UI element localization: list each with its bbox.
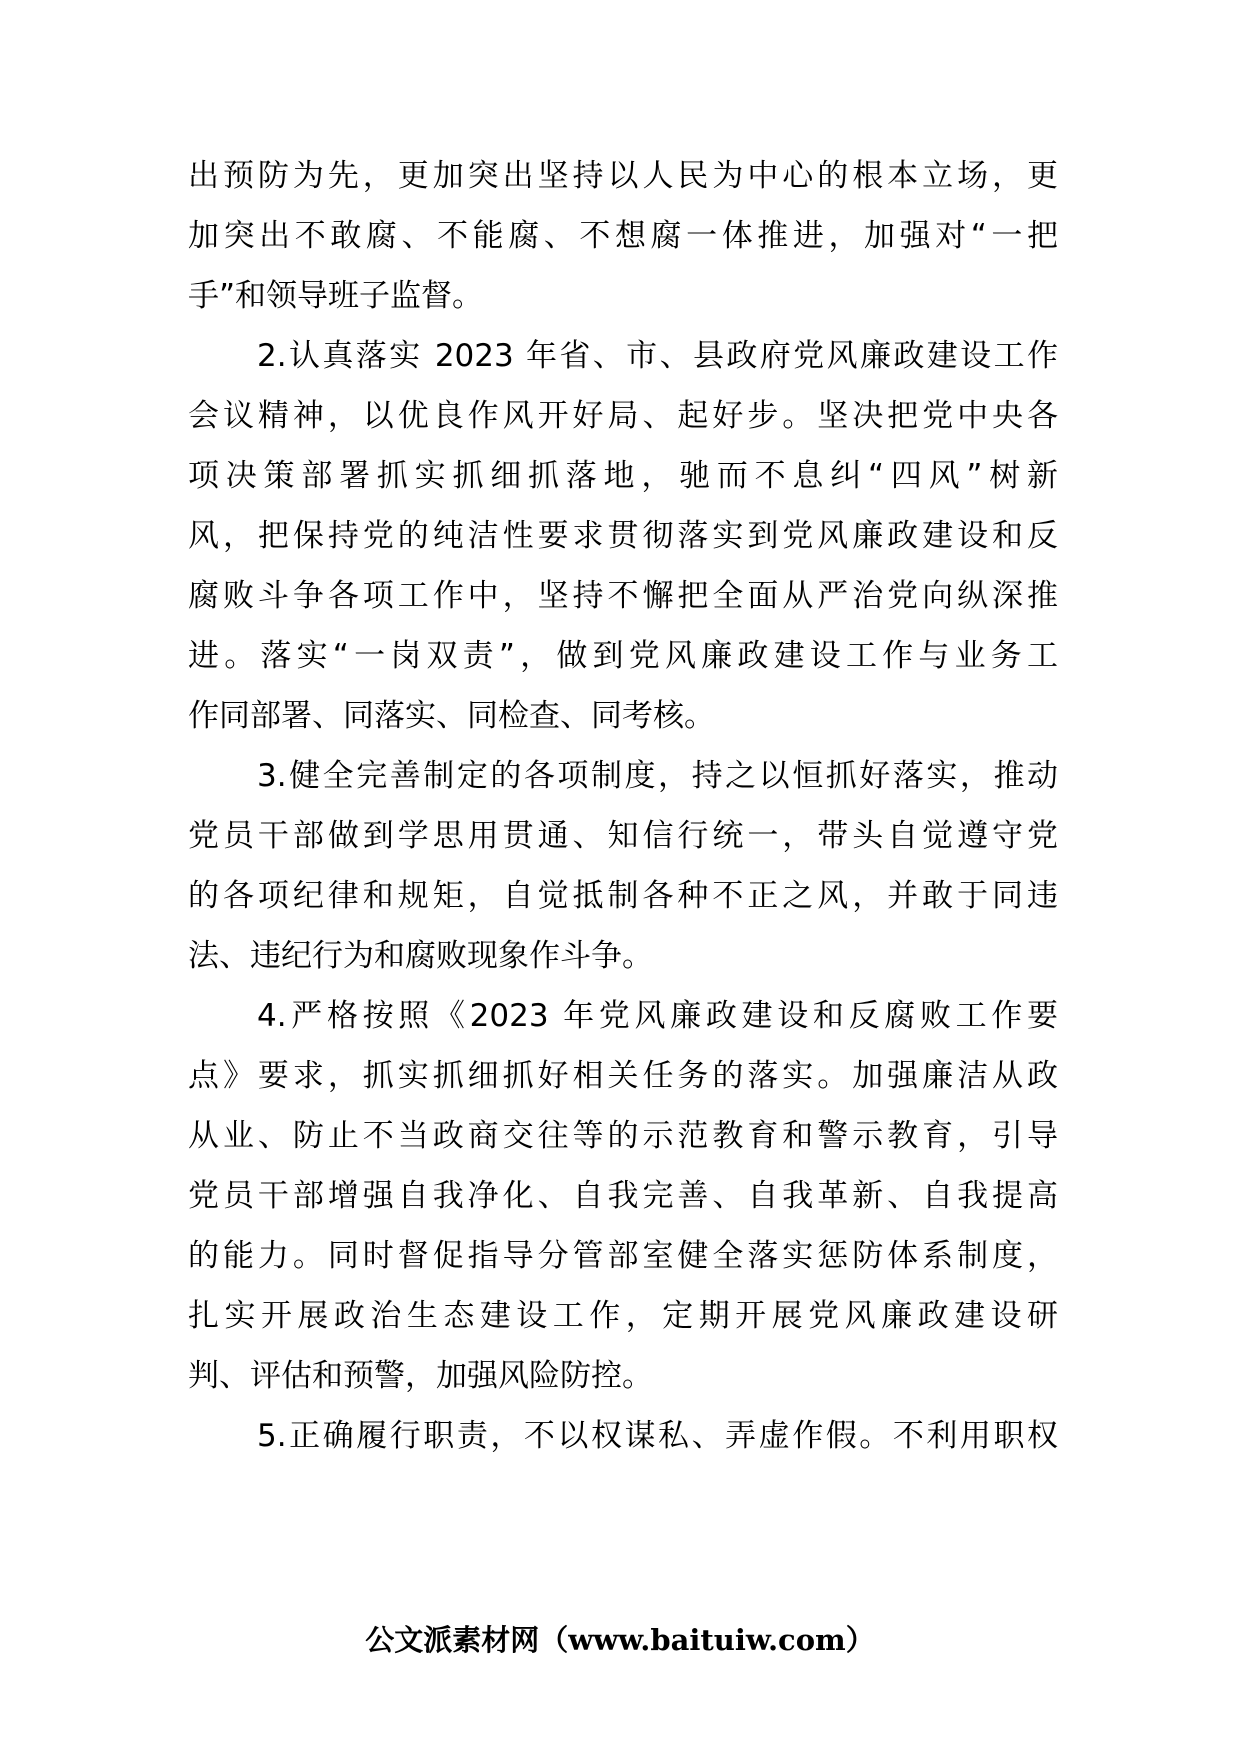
text-line: 腐败斗争各项工作中，坚持不懈把全面从严治党向纵深推 [188, 578, 1058, 614]
text-line: 作同部署、同落实、同检查、同考核。 [188, 698, 715, 734]
text-line: 的能力。同时督促指导分管部室健全落实惩防体系制度， [188, 1238, 1058, 1274]
text-line: 加突出不敢腐、不能腐、不想腐一体推进，加强对“一把 [188, 218, 1058, 254]
text-line: 会议精神，以优良作风开好局、起好步。坚决把党中央各 [188, 398, 1058, 434]
text-line: 点》要求，抓实抓细抓好相关任务的落实。加强廉洁从政 [188, 1058, 1058, 1094]
text-line: 从业、防止不当政商交往等的示范教育和警示教育，引导 [188, 1118, 1058, 1154]
text-line: 3.健全完善制定的各项制度，持之以恒抓好落实，推动 [257, 758, 1058, 794]
text-line: 2.认真落实 2023 年省、市、县政府党风廉政建设工作 [257, 338, 1058, 374]
text-line: 党员干部增强自我净化、自我完善、自我革新、自我提高 [188, 1178, 1058, 1214]
text-line: 党员干部做到学思用贯通、知信行统一，带头自觉遵守党 [188, 818, 1058, 854]
text-line: 法、违纪行为和腐败现象作斗争。 [188, 938, 653, 974]
text-line: 进。落实“一岗双责”，做到党风廉政建设工作与业务工 [188, 638, 1058, 674]
text-line: 扎实开展政治生态建设工作，定期开展党风廉政建设研 [188, 1298, 1058, 1334]
text-line: 5.正确履行职责，不以权谋私、弄虚作假。不利用职权 [257, 1418, 1058, 1454]
text-line: 项决策部署抓实抓细抓落地，驰而不息纠“四风”树新 [188, 458, 1058, 494]
text-line: 4.严格按照《2023 年党风廉政建设和反腐败工作要 [257, 998, 1058, 1034]
text-line: 风，把保持党的纯洁性要求贯彻落实到党风廉政建设和反 [188, 518, 1058, 554]
text-line: 手”和领导班子监督。 [188, 278, 484, 314]
footer-watermark: 公文派素材网（www.baituiw.com） [365, 1623, 875, 1657]
text-line: 出预防为先，更加突出坚持以人民为中心的根本立场，更 [188, 158, 1058, 194]
text-line: 的各项纪律和规矩，自觉抵制各种不正之风，并敢于同违 [188, 878, 1058, 914]
text-line: 判、评估和预警，加强风险防控。 [188, 1358, 653, 1394]
